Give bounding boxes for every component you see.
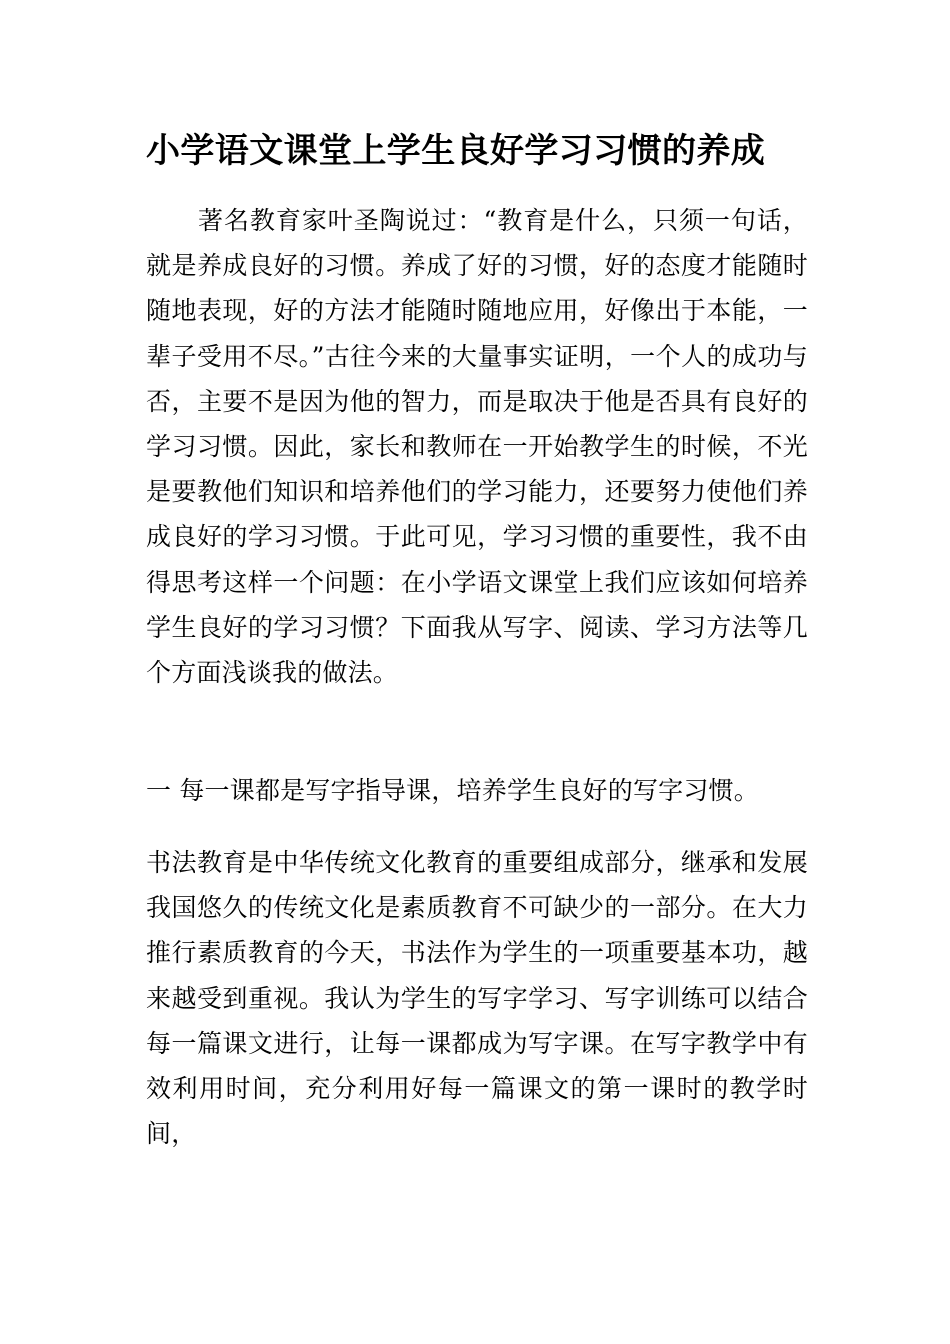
section-heading: 一 每一课都是写字指导课，培养学生良好的写字习惯。 — [146, 776, 759, 805]
document-title: 小学语文课堂上学生良好学习习惯的养成 — [146, 131, 766, 171]
intro-paragraph: 著名教育家叶圣陶说过：“教育是什么，只须一句话，就是养成良好的习惯。养成了好的习惯，好的态度才能随时随地表现，好的方法才能随时随地应用，好像出于本能，一辈子受用不尽。”古往今来的大量事实证明，一个人的成功与否，主要不是因为他的智力，而是取决于他是否具有良好的学习习惯。因此，家长和教师在一开始教学生的时候，不光是要教他们知识和培养他们的学习能力，还要努力使他们养成良好的学习习惯。于此可见，学习习惯的重要性，我不由得思考这样一个问题：在小学语文课堂上我们应该如何培养学生良好的学习习惯？下面我从写字、阅读、学习方法等几个方面浅谈我的做法。 — [146, 206, 808, 688]
section-paragraph: 书法教育是中华传统文化教育的重要组成部分，继承和发展我国悠久的传统文化是素质教育不可缺少的一部分。在大力推行素质教育的今天，书法作为学生的一项重要基本功，越来越受到重视。我认为学生的写字学习、写字训练可以结合每一篇课文进行，让每一课都成为写字课。在写字教学中有效利用时间，充分利用好每一篇课文的第一课时的教学时间， — [146, 848, 808, 1149]
